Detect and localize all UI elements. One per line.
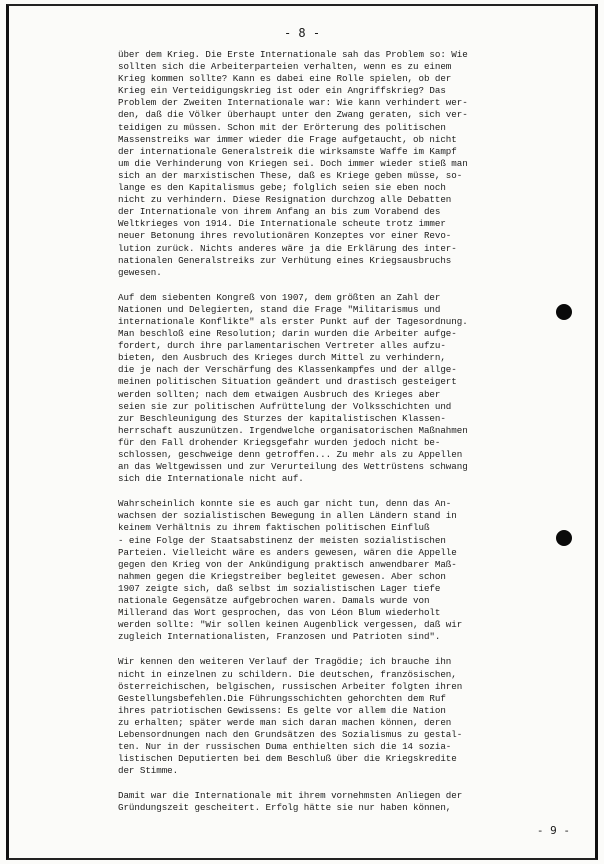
text-line: Gestellungsbefehlen.Die Führungsschichten gehorchten dem Ruf [118,692,446,704]
text-line: bieten, den Ausbruch des Krieges durch Mittel zu verhindern, [118,352,446,364]
page-number-footer: - 9 - [536,824,570,837]
text-line: der Stimme. [118,765,179,777]
text-line: listischen Deputierten bei dem Beschluß über die Kriegskredite [118,753,457,765]
text-line: werden sollten; nach dem etwaigen Ausbruch des Krieges aber [118,388,441,400]
text-line: teidigen zu müssen. Schon mit der Erörterung des politischen [118,121,446,133]
text-line: ihres patriotischen Gewissens: Es gelte vor allem die Nation [118,704,446,716]
text-line: nationale Gegensätze aufgebrochen waren. Damals wurde von [118,595,430,607]
text-line: Krieg kommen sollte? Kann es dabei eine Rolle spielen, ob der [118,73,452,85]
text-line: ten. Nur in der russischen Duma enthielten sich die 14 sozia- [118,741,452,753]
text-line: Lebensordnungen nach den Grundsätzen des Sozialismus zu gestal- [118,728,463,740]
document-body [118,49,578,828]
text-line: den, daß die Völker überhaupt unter den Zwang geraten, sich ver- [118,109,468,121]
text-line: zugleich Internationalisten, Franzosen und Patrioten sind". [118,631,441,643]
text-line: um die Verhinderung von Kriegen sei. Doch immer wieder stieß man [118,157,468,169]
text-line: Nationen und Delegierten, stand die Frage "Militarismus und [118,303,441,315]
page-number-header: - 8 - [283,26,321,40]
text-line: an das Weltgewissen und zur Verurteilung des Wettrüstens schwang [118,461,468,473]
text-line: 1907 zeigte sich, daß selbst im sozialistischen Lager tiefe [118,582,441,594]
text-line: Weltkrieges von 1914. Die Internationale scheute trotz immer [118,218,446,230]
paragraph [118,292,578,486]
text-line: meinen politischen Situation geändert und drastisch gesteigert [118,376,457,388]
text-line: österreichischen, belgischen, russischen Arbeiter folgten ihren [118,680,463,692]
paragraph [118,49,578,279]
text-line: Millerand das Wort gesprochen, das von Léon Blum wiederholt [118,607,441,619]
text-line: Wir kennen den weiteren Verlauf der Tragödie; ich brauche ihn [118,656,452,668]
text-line: Massenstreiks war immer wieder die Frage aufgetaucht, ob nicht [118,133,457,145]
text-line: Gründungszeit gescheitert. Erfolg hätte sie nur haben können, [118,802,452,814]
text-line: zur Beschleunigung des Sturzes der kapitalistischen Klassen- [118,412,446,424]
text-line: gegen den Krieg von der Ankündigung praktisch anwendbarer Maß- [118,558,457,570]
text-line: wachsen der sozialistischen Bewegung in allen Ländern stand in [118,510,457,522]
text-line: neuer Betonung ihres revolutionären Konzeptes vor einer Revo- [118,230,452,242]
text-line: herrschaft auszunützen. Irgendwelche organisatorischen Maßnahmen [118,424,468,436]
text-line: nicht zu verhindern. Diese Resignation durchzog alle Debatten [118,194,452,206]
text-line: nationalen Generalstreiks zur Verhütung eines Kriegsausbruchs [118,254,452,266]
text-line: seien sie zur politischen Aufrüttelung der Volksschichten und [118,400,452,412]
text-line: - eine Folge der Staatsabstinenz der meisten sozialistischen [118,534,446,546]
text-line: internationale Konflikte" als erster Punkt auf der Tagesordnung. [118,315,468,327]
text-line: Krieg ein Verteidigungskrieg ist oder ein Angriffskrieg? Das [118,85,446,97]
text-line: über dem Krieg. Die Erste Internationale sah das Problem so: Wie [118,49,468,60]
text-line: keinem Verhältnis zu ihrem faktischen politischen Einfluß [118,522,430,534]
text-line: nahmen gegen die Kriegstreiber begleitet gewesen. Aber schon [118,570,446,582]
text-line: fordert, durch ihre parlamentarischen Vertreter alles aufzu- [118,340,446,352]
text-line: der Internationale von ihrem Anfang an bis zum Vorabend des [118,206,441,218]
text-line: der internationale Generalstreik die wirksamste Waffe im Kampf [118,145,457,157]
text-line: Damit war die Internationale mit ihrem vornehmsten Anliegen der [118,790,463,802]
text-line: sich an der marxistischen These, daß es Kriege geben müsse, so- [118,169,463,181]
text-line: Parteien. Vielleicht wäre es anders gewesen, wären die Appelle [118,546,457,558]
text-line: sich die Internationale nicht auf. [118,473,304,485]
paragraph [118,498,578,643]
text-line: gewesen. [118,266,162,278]
text-line: Problem der Zweiten Internationale war: Wie kann verhindert wer- [118,97,468,109]
text-line: werden sollte: "Wir sollen keinen Augenblick vergessen, daß wir [118,619,463,631]
text-line: Wahrscheinlich konnte sie es auch gar nicht tun, denn das An- [118,498,452,510]
text-line: schlossen, geschweige denn getroffen... Zu mehr als zu Appellen [118,449,463,460]
text-line: lution zurück. Nichts anderes wäre ja die Erklärung des inter- [118,242,457,254]
paragraph [118,656,578,777]
text-line: sollten sich die Arbeiterparteien verhalten, wenn es zu einem [118,61,452,73]
text-line: Auf dem siebenten Kongreß von 1907, dem größten an Zahl der [118,291,441,303]
text-line: lange es den Kapitalismus gebe; folglich seien sie eben noch [118,182,446,194]
text-line: für den Fall drohender Kriegsgefahr wurden jedoch nicht be- [118,436,441,448]
paragraph [118,790,578,814]
text-line: nicht in einzelnen zu schildern. Die deutschen, französischen, [118,668,457,680]
text-line: die je nach der Verschärfung des Klassenkampfes und der allge- [118,364,457,376]
text-line: zu erhalten; später werde man sich daran machen können, deren [118,716,452,728]
text-line: Man beschloß eine Resolution; darin wurden die Arbeiter aufge- [118,328,457,340]
